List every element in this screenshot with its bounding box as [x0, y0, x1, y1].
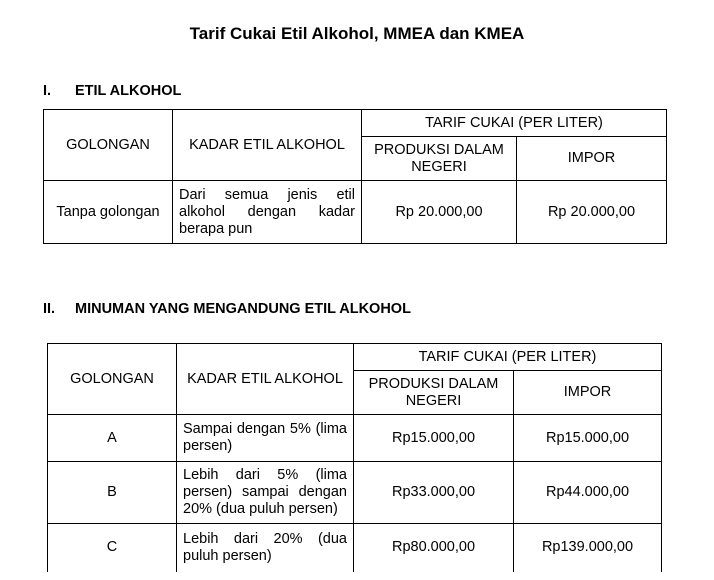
cell-produksi: Rp80.000,00 — [354, 524, 514, 572]
cell-kadar: Lebih dari 5% (lima persen) sampai dengan 20% (dua puluh persen) — [177, 462, 354, 524]
cell-produksi: Rp15.000,00 — [354, 415, 514, 462]
cell-kadar: Lebih dari 20% (dua puluh persen) — [177, 524, 354, 572]
cell-kadar: Dari semua jenis etil alkohol dengan kadar berapa pun — [173, 181, 362, 244]
table-row — [44, 181, 667, 244]
cell-impor: Rp15.000,00 — [514, 415, 662, 462]
header-golongan: GOLONGAN — [44, 110, 173, 181]
section-title: ETIL ALKOHOL — [75, 83, 182, 99]
section-number: II. — [43, 301, 56, 317]
header-kadar: KADAR ETIL ALKOHOL — [173, 110, 362, 181]
table-header-row — [48, 344, 662, 371]
cell-golongan: Tanpa golongan — [44, 181, 173, 244]
section-heading-etil-alkohol — [43, 83, 181, 99]
cell-golongan: B — [48, 462, 177, 524]
cell-golongan: A — [48, 415, 177, 462]
table-row — [48, 462, 662, 524]
section-number: I. — [43, 83, 52, 99]
header-produksi-dalam-negeri: PRODUKSI DALAM NEGERI — [354, 371, 514, 415]
cell-kadar: Sampai dengan 5% (lima persen) — [177, 415, 354, 462]
cell-impor: Rp139.000,00 — [514, 524, 662, 572]
cell-impor: Rp44.000,00 — [514, 462, 662, 524]
cell-produksi: Rp 20.000,00 — [362, 181, 517, 244]
cell-golongan: C — [48, 524, 177, 572]
header-kadar: KADAR ETIL ALKOHOL — [177, 344, 354, 415]
table-row — [48, 524, 662, 572]
document-title: Tarif Cukai Etil Alkohol, MMEA dan KMEA — [189, 24, 525, 43]
header-tarif-cukai: TARIF CUKAI (PER LITER) — [354, 344, 662, 371]
minuman-tariff-table — [47, 343, 662, 572]
cell-produksi: Rp33.000,00 — [354, 462, 514, 524]
etil-alkohol-tariff-table — [43, 109, 667, 244]
header-impor: IMPOR — [514, 371, 662, 415]
header-produksi-dalam-negeri: PRODUKSI DALAM NEGERI — [362, 137, 517, 181]
section-heading-minuman — [43, 301, 411, 317]
section-title: MINUMAN YANG MENGANDUNG ETIL ALKOHOL — [75, 301, 411, 317]
header-impor: IMPOR — [517, 137, 667, 181]
table-header-row — [44, 110, 667, 137]
cell-impor: Rp 20.000,00 — [517, 181, 667, 244]
header-golongan: GOLONGAN — [48, 344, 177, 415]
header-tarif-cukai: TARIF CUKAI (PER LITER) — [362, 110, 667, 137]
table-row — [48, 415, 662, 462]
